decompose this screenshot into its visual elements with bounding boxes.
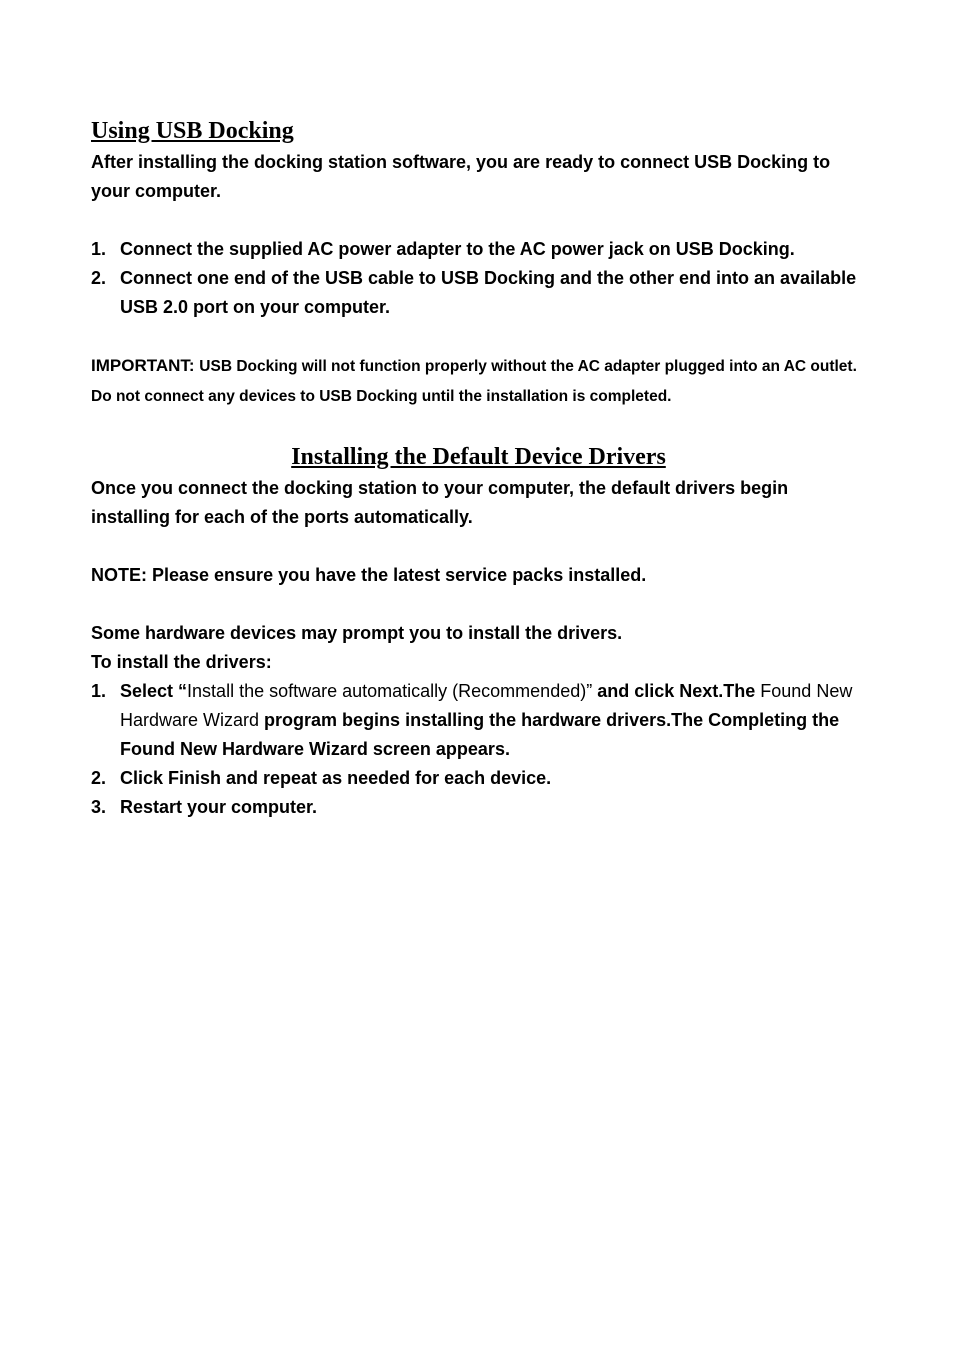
important-notice xyxy=(91,351,866,411)
to-install-label: To install the drivers: xyxy=(91,652,272,672)
step1-next-text: and click Next.The xyxy=(592,681,761,701)
list-item-number: 2. xyxy=(91,268,107,288)
driver-steps-list xyxy=(91,677,866,822)
step1-result-text: program begins installing the hardware drivers.The Completing the Found New Hardware Wizard screen appears. xyxy=(120,710,840,759)
spacer xyxy=(91,322,866,351)
list-item-number: 1. xyxy=(91,239,107,259)
service-pack-note: NOTE: Please ensure you have the latest service packs installed. xyxy=(91,565,647,585)
step1-select-text: Select “ xyxy=(120,681,188,701)
list-item xyxy=(91,235,866,264)
section2-intro: Once you connect the docking station to your computer, the default drivers begin installing for each of the ports automatically. xyxy=(91,478,789,527)
spacer xyxy=(91,532,866,561)
list-item-number: 2. xyxy=(91,768,107,788)
section-title-using-usb-docking: Using USB Docking xyxy=(91,118,294,144)
list-item xyxy=(91,264,866,322)
prompt-text: Some hardware devices may prompt you to install the drivers. xyxy=(91,623,623,643)
connection-steps-list xyxy=(91,235,866,322)
spacer xyxy=(91,590,866,619)
list-item xyxy=(91,793,866,822)
document-page xyxy=(91,114,866,822)
list-item-number: 3. xyxy=(91,797,107,817)
spacer xyxy=(91,206,866,235)
list-item-text: Click Finish and repeat as needed for each device. xyxy=(120,768,552,788)
section1-intro: After installing the docking station software, you are ready to connect USB Docking to your computer. xyxy=(91,152,831,201)
section-title-installing-drivers: Installing the Default Device Drivers xyxy=(291,444,666,470)
important-text: USB Docking will not function properly without the AC adapter plugged into an AC outlet. Do not connect any devices to USB Docking until the installation is completed. xyxy=(91,358,857,405)
step1-option-text: Install the software automatically (Recommended)” xyxy=(187,681,593,701)
list-item xyxy=(91,677,866,764)
list-item xyxy=(91,764,866,793)
list-item-text: Restart your computer. xyxy=(120,797,318,817)
list-item-number: 1. xyxy=(91,681,107,701)
important-label: IMPORTANT: xyxy=(91,356,195,375)
step1-wizard-name: Found New Hardware Wizard xyxy=(120,681,853,730)
list-item-text: Connect one end of the USB cable to USB Docking and the other end into an available USB 2.0 port on your computer. xyxy=(120,268,857,317)
spacer xyxy=(91,411,866,440)
list-item-text: Connect the supplied AC power adapter to the AC power jack on USB Docking. xyxy=(120,239,795,259)
